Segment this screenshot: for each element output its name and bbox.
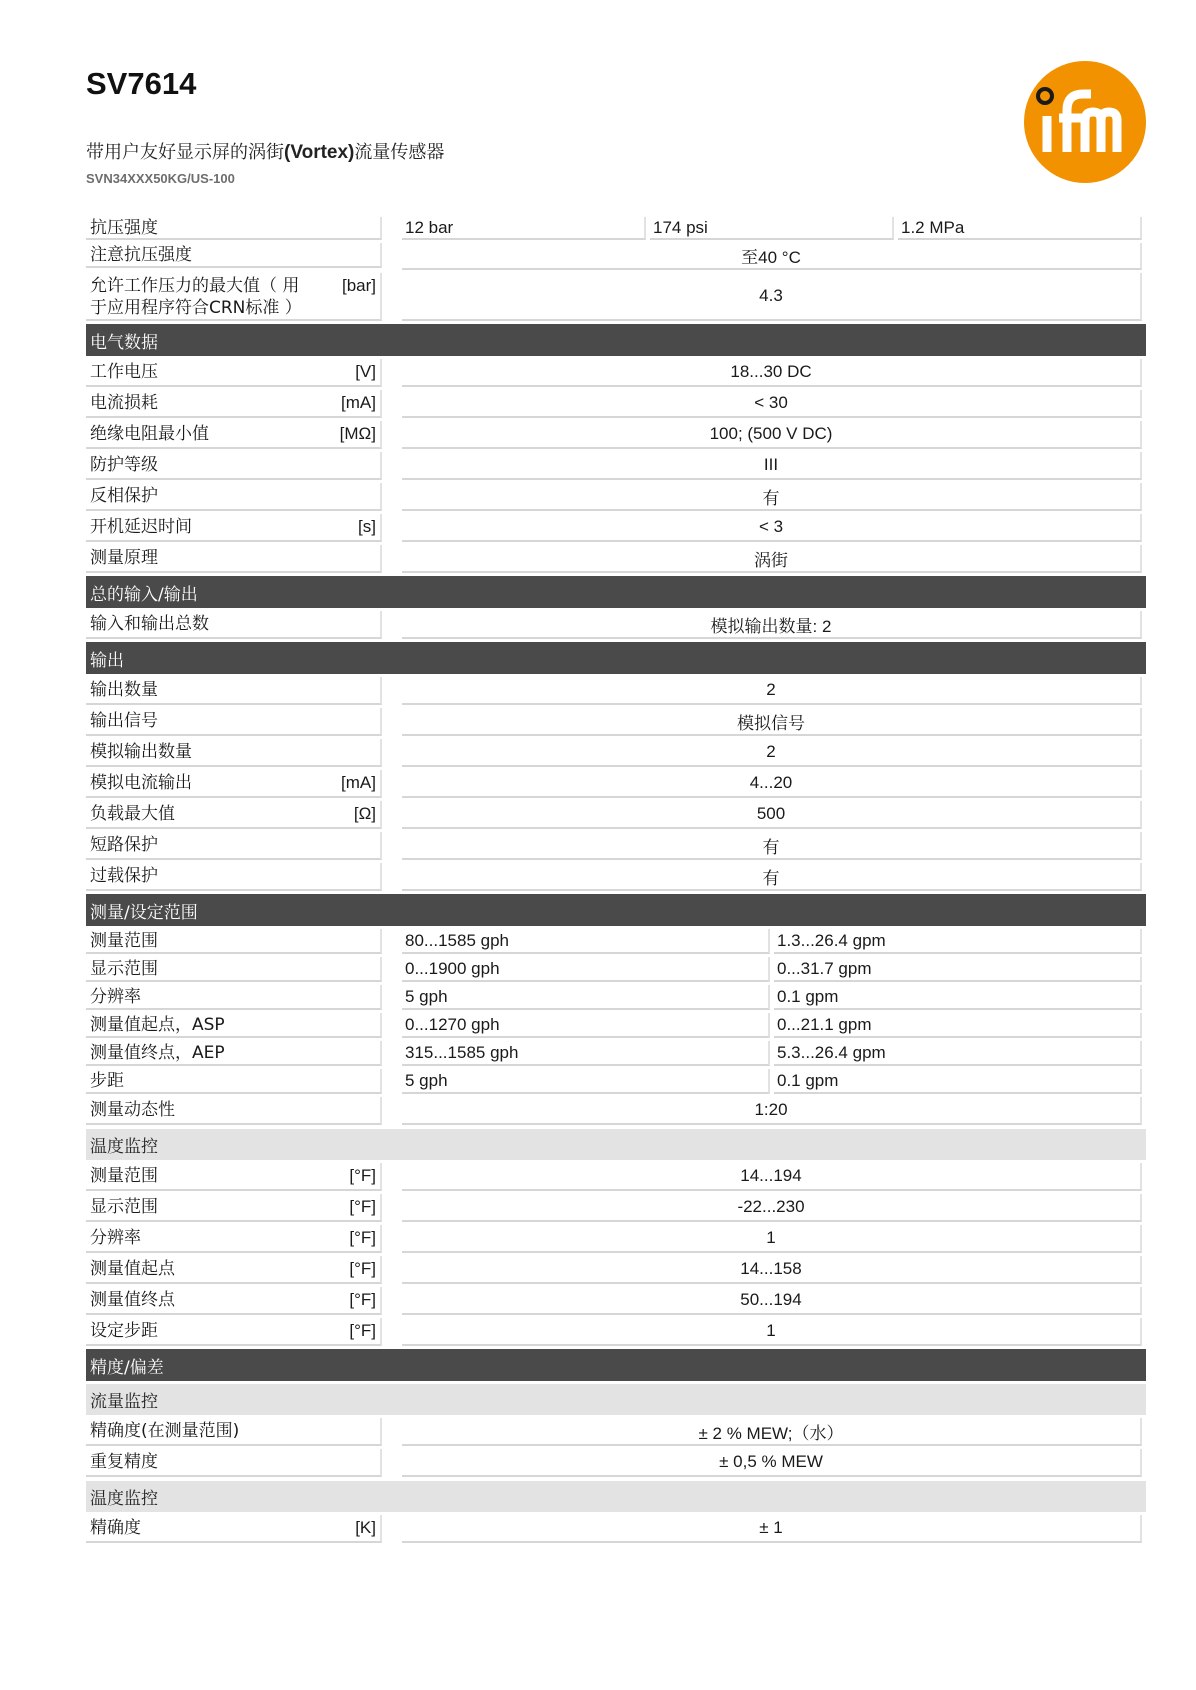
row-label: 电流损耗	[90, 393, 158, 413]
row-label: 过载保护	[90, 866, 158, 886]
product-title: SV7614	[86, 66, 197, 101]
spec-row	[86, 985, 1146, 1010]
row-label: 测量范围	[90, 1166, 158, 1186]
row-value: ± 0,5 % MEW	[402, 1449, 1142, 1477]
spec-row-pressure-note	[86, 243, 1146, 270]
spec-row	[86, 708, 1146, 736]
row-label: 测量值起点，ASP	[90, 1014, 225, 1035]
spec-row	[86, 390, 1146, 418]
section-io-total: 总的输入/输出	[86, 576, 1146, 608]
ifm-logo	[1023, 60, 1147, 184]
row-label: 测量原理	[90, 548, 158, 568]
row-label: 精确度(在测量范围)	[90, 1421, 240, 1441]
spec-row	[86, 832, 1146, 860]
row-unit: [°F]	[349, 1166, 376, 1185]
row-unit: [°F]	[349, 1321, 376, 1340]
spec-row	[86, 929, 1146, 954]
row-value: 4.3	[402, 273, 1142, 321]
row-unit: [°F]	[349, 1259, 376, 1278]
spec-row	[86, 1069, 1146, 1094]
spec-row	[86, 863, 1146, 891]
spec-row	[86, 514, 1146, 542]
value-gpm: 5.3...26.4 gpm	[774, 1041, 1142, 1066]
row-label: 输入和输出总数	[90, 614, 209, 634]
spec-row	[86, 677, 1146, 705]
row-value: 模拟输出数量: 2	[402, 611, 1142, 639]
row-label: 抗压强度	[90, 217, 158, 238]
spec-row	[86, 1256, 1146, 1284]
spec-row	[86, 421, 1146, 449]
row-value: 4...20	[402, 770, 1142, 798]
value-gph: 0...1900 gph	[402, 957, 770, 982]
row-unit: [°F]	[349, 1197, 376, 1216]
value-gph: 80...1585 gph	[402, 929, 770, 954]
row-label: 测量值起点	[90, 1259, 175, 1279]
row-label: 输出信号	[90, 711, 158, 731]
row-value: 2	[402, 739, 1142, 767]
spec-row	[86, 801, 1146, 829]
row-label: 模拟输出数量	[90, 742, 192, 762]
subtitle-pre: 带用户友好显示屏的涡街	[86, 142, 284, 163]
row-value: 2	[402, 677, 1142, 705]
spec-row	[86, 770, 1146, 798]
row-value: 14...158	[402, 1256, 1142, 1284]
row-value: 100; (500 V DC)	[402, 421, 1142, 449]
value-gph: 0...1270 gph	[402, 1013, 770, 1038]
row-unit: [MΩ]	[339, 424, 376, 443]
spec-row-crn-max-pressure	[86, 273, 1146, 321]
value-gph: 315...1585 gph	[402, 1041, 770, 1066]
row-label: 短路保护	[90, 835, 158, 855]
value-psi: 174 psi	[650, 217, 894, 240]
row-unit: [bar]	[341, 276, 376, 295]
row-unit: [mA]	[341, 773, 376, 792]
product-subtitle	[86, 138, 444, 164]
row-label: 开机延迟时间	[90, 517, 192, 537]
spec-row	[86, 1041, 1146, 1066]
row-label: 分辨率	[90, 1228, 141, 1248]
spec-row	[86, 483, 1146, 511]
spec-table	[86, 217, 1146, 1546]
subtitle-bold: (Vortex)	[284, 142, 355, 163]
row-label: 反相保护	[90, 486, 158, 506]
row-label: 显示范围	[90, 1197, 158, 1217]
row-value: 1	[402, 1318, 1142, 1346]
value-mpa: 1.2 MPa	[898, 217, 1142, 240]
row-value: < 30	[402, 390, 1142, 418]
row-value: 至40 °C	[402, 243, 1142, 270]
row-label: 测量范围	[90, 930, 158, 951]
row-label: 精确度	[90, 1518, 141, 1538]
value-bar: 12 bar	[402, 217, 646, 240]
row-label: 工作电压	[90, 362, 158, 382]
value-gpm: 0.1 gpm	[774, 1069, 1142, 1094]
value-gph: 5 gph	[402, 985, 770, 1010]
section-outputs: 输出	[86, 642, 1146, 674]
subsection-temp-monitor: 温度监控	[86, 1129, 1146, 1160]
row-label: 输出数量	[90, 680, 158, 700]
row-label: 测量值终点	[90, 1290, 175, 1310]
row-value: 有	[402, 483, 1142, 511]
row-label: 允许工作压力的最大值（ 用于应用程序符合CRN标准 ）	[90, 276, 302, 318]
section-measuring: 测量/设定范围	[86, 894, 1146, 926]
row-value: III	[402, 452, 1142, 480]
spec-row	[86, 739, 1146, 767]
spec-row	[86, 957, 1146, 982]
row-label: 注意抗压强度	[90, 244, 192, 265]
row-value: 1:20	[402, 1097, 1142, 1125]
row-label: 设定步距	[90, 1321, 158, 1341]
row-value: 14...194	[402, 1163, 1142, 1191]
value-gpm: 1.3...26.4 gpm	[774, 929, 1142, 954]
row-value: 有	[402, 863, 1142, 891]
spec-row	[86, 1194, 1146, 1222]
spec-row	[86, 1449, 1146, 1477]
row-unit: [Ω]	[353, 804, 376, 823]
spec-row	[86, 1225, 1146, 1253]
row-label: 步距	[90, 1070, 124, 1091]
row-unit: [°F]	[349, 1228, 376, 1247]
spec-row	[86, 1418, 1146, 1446]
row-label: 分辨率	[90, 986, 141, 1007]
row-label: 防护等级	[90, 455, 158, 475]
row-value: -22...230	[402, 1194, 1142, 1222]
row-label: 测量动态性	[90, 1100, 175, 1120]
row-label: 负载最大值	[90, 804, 175, 824]
row-value: 模拟信号	[402, 708, 1142, 736]
section-accuracy: 精度/偏差	[86, 1349, 1146, 1381]
spec-row	[86, 611, 1146, 639]
spec-row	[86, 359, 1146, 387]
value-gph: 5 gph	[402, 1069, 770, 1094]
value-gpm: 0.1 gpm	[774, 985, 1142, 1010]
spec-row	[86, 1318, 1146, 1346]
row-unit: [K]	[355, 1518, 376, 1537]
row-label: 重复精度	[90, 1452, 158, 1472]
row-label: 测量值终点，AEP	[90, 1042, 225, 1063]
row-value: ± 2 % MEW;（水）	[402, 1418, 1142, 1446]
article-number: SVN34XXX50KG/US-100	[86, 171, 235, 186]
value-gpm: 0...31.7 gpm	[774, 957, 1142, 982]
subsection-flow-monitor: 流量监控	[86, 1384, 1146, 1415]
row-value: ± 1	[402, 1515, 1142, 1543]
subsection-temp-monitor-accuracy: 温度监控	[86, 1481, 1146, 1512]
row-unit: [mA]	[341, 393, 376, 412]
subtitle-post: 流量传感器	[354, 142, 445, 163]
spec-row	[86, 545, 1146, 573]
row-value: 500	[402, 801, 1142, 829]
spec-row	[86, 1097, 1146, 1125]
spec-row	[86, 1515, 1146, 1543]
row-unit: [V]	[355, 362, 376, 381]
spec-row	[86, 1013, 1146, 1038]
row-label: 绝缘电阻最小值	[90, 424, 209, 444]
row-unit: [°F]	[349, 1290, 376, 1309]
row-label: 模拟电流输出	[90, 773, 192, 793]
spec-row	[86, 452, 1146, 480]
spec-row	[86, 1287, 1146, 1315]
row-value: < 3	[402, 514, 1142, 542]
row-value: 涡街	[402, 545, 1142, 573]
row-value: 有	[402, 832, 1142, 860]
row-value: 1	[402, 1225, 1142, 1253]
row-unit: [s]	[358, 517, 376, 536]
row-value: 18...30 DC	[402, 359, 1142, 387]
spec-row-pressure-resistance	[86, 217, 1146, 240]
row-label: 显示范围	[90, 958, 158, 979]
row-value: 50...194	[402, 1287, 1142, 1315]
value-gpm: 0...21.1 gpm	[774, 1013, 1142, 1038]
section-electrical: 电气数据	[86, 324, 1146, 356]
spec-row	[86, 1163, 1146, 1191]
